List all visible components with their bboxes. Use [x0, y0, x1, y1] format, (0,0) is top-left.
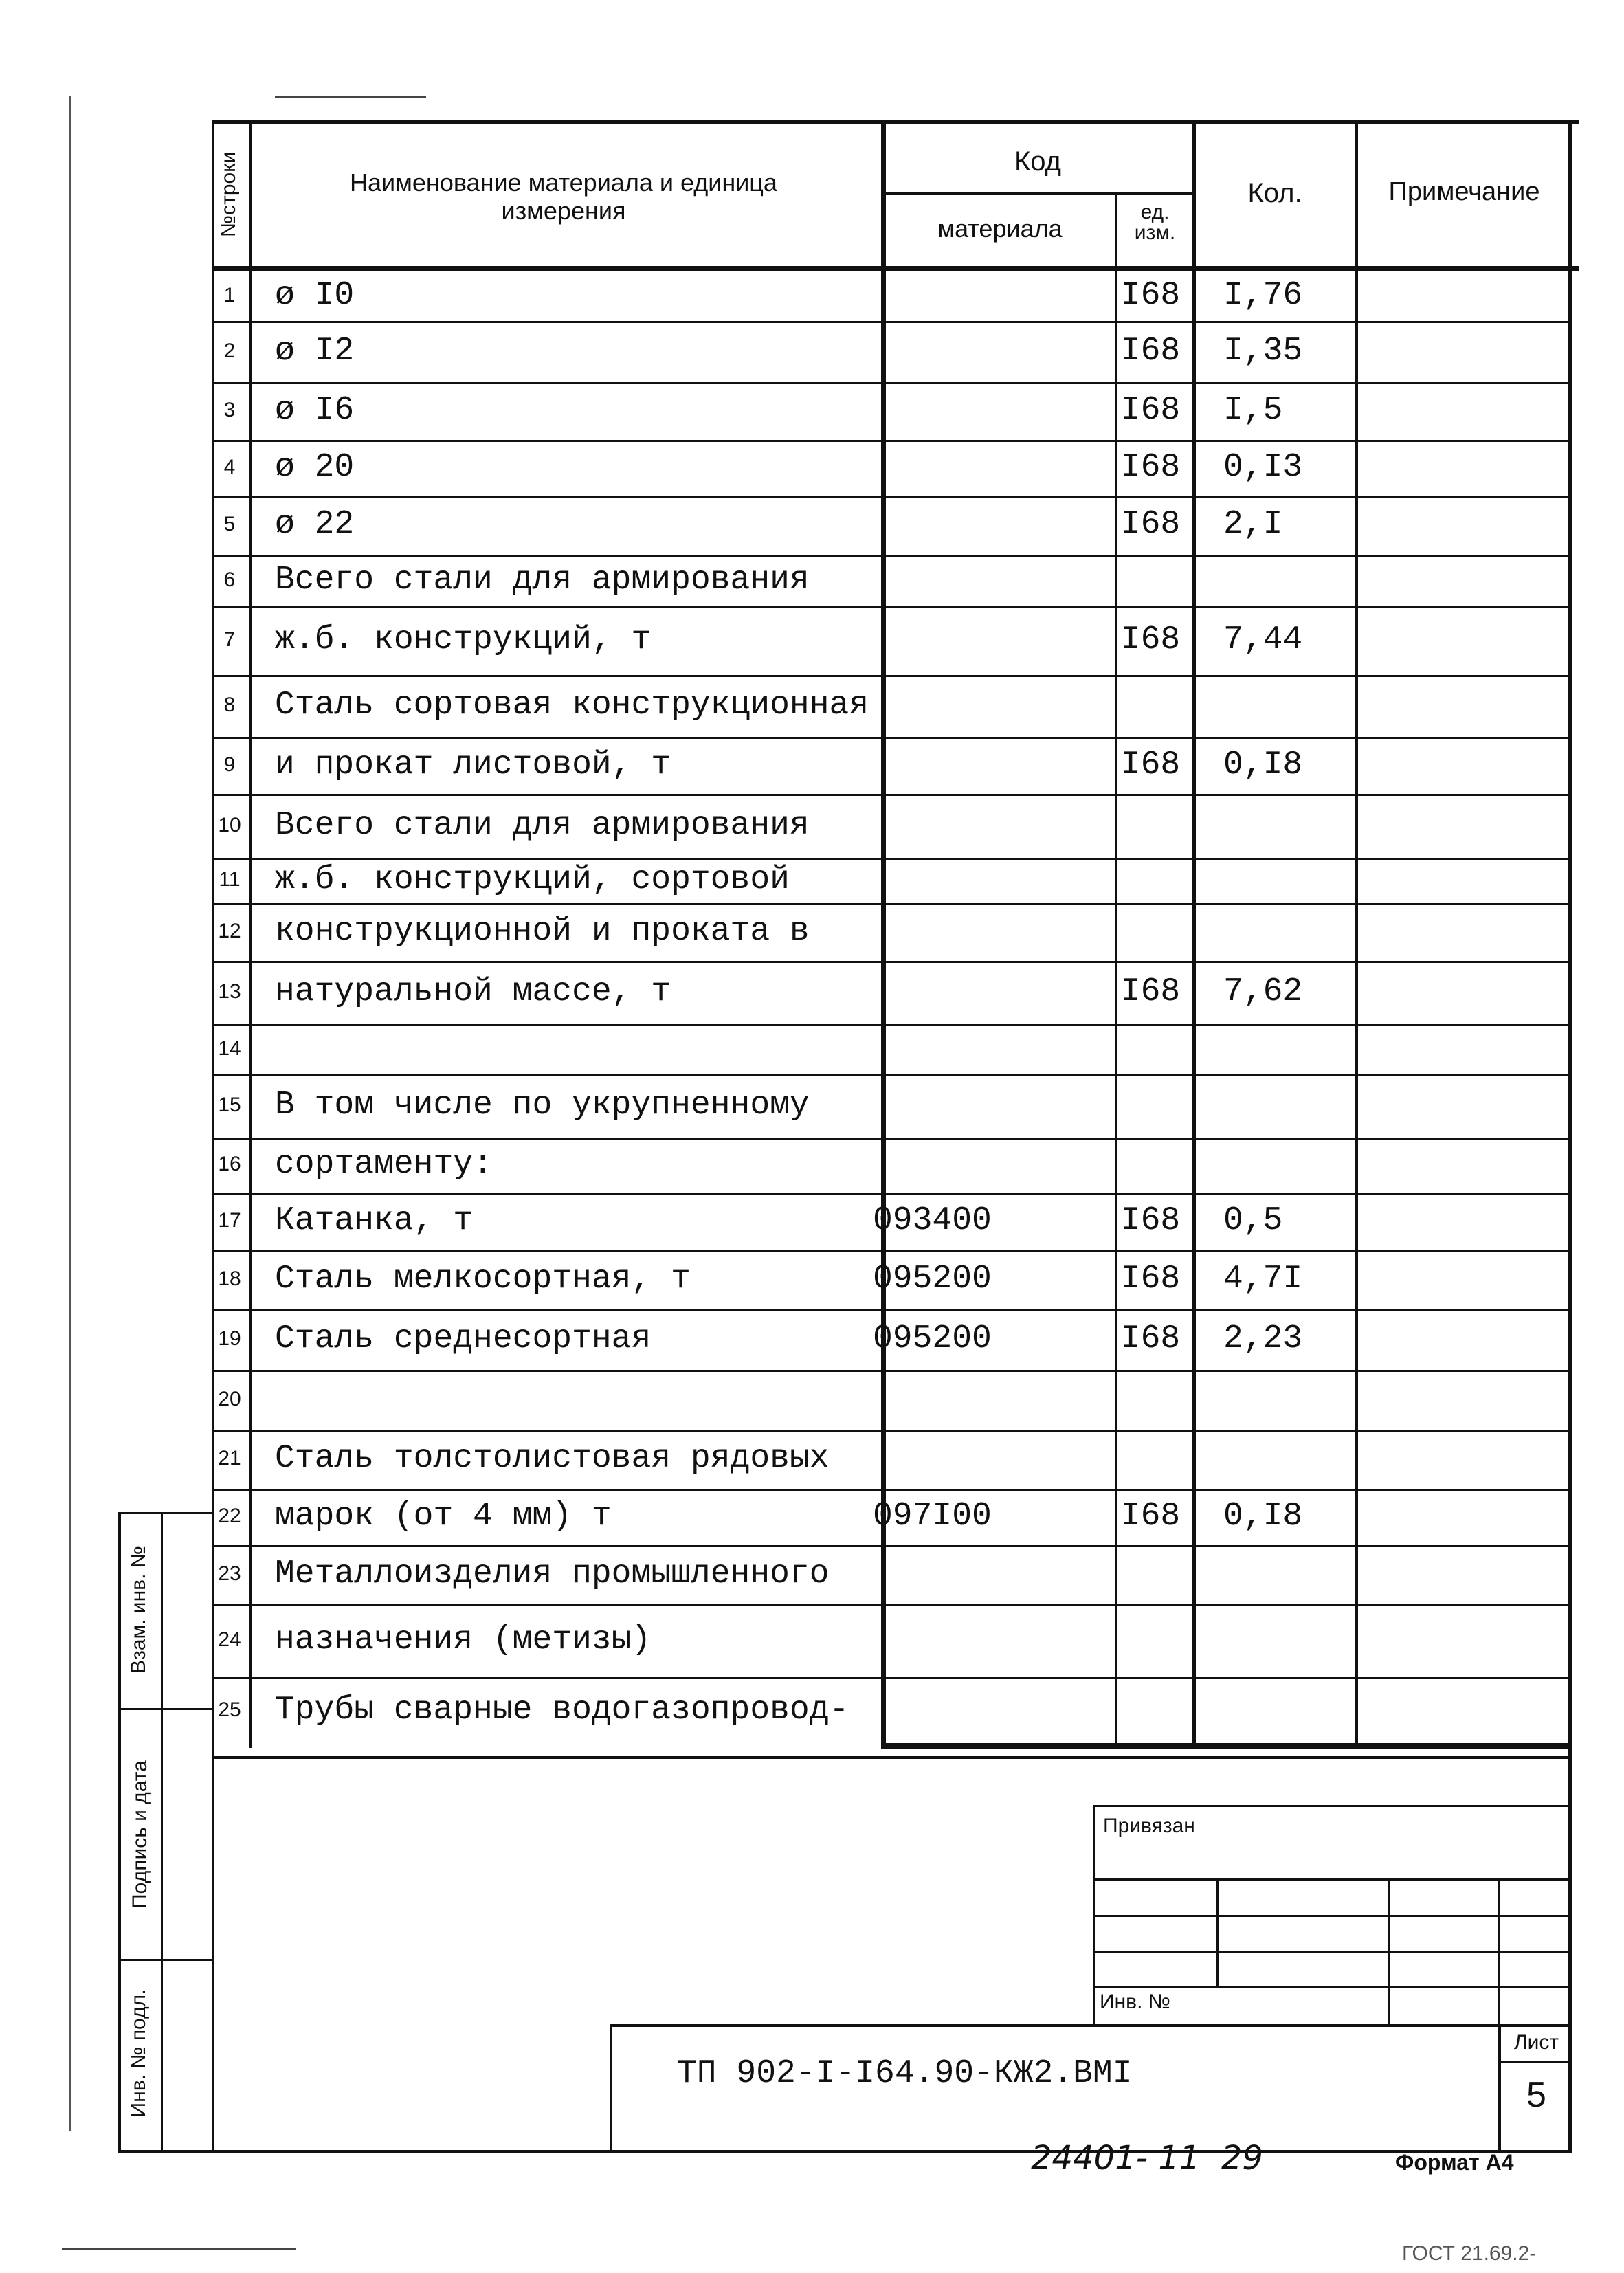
qty-col-line [1192, 120, 1196, 1748]
row-unit-code: I68 [1120, 621, 1181, 658]
row-divider [212, 1138, 1572, 1140]
row-material-name: ø I2 [275, 332, 355, 370]
row-unit-code: I68 [1120, 1320, 1181, 1357]
row-divider [212, 1430, 1572, 1432]
row-divider [212, 1489, 1572, 1491]
header-code-material: материала [937, 214, 1063, 243]
row-divider [212, 496, 1572, 498]
row-quantity: 7,44 [1223, 621, 1303, 658]
gost-label: ГОСТ 21.69.2- [1402, 2242, 1537, 2265]
row-divider [212, 1677, 1572, 1679]
side-inv-replace: Взам. инв. № [127, 1546, 150, 1674]
row-material-name: Трубы сварные водогазопровод- [275, 1692, 849, 1729]
row-material-name: Металлоизделия промышленного [275, 1555, 830, 1593]
row-divider [212, 903, 1572, 905]
row-number: 14 [218, 1036, 241, 1060]
row-unit-code: I68 [1120, 1201, 1181, 1239]
row-material-name: ø I6 [275, 392, 355, 429]
row-divider [212, 675, 1572, 677]
side-signature-date: Подпись и дата [129, 1760, 151, 1909]
title-block-top [212, 1756, 1572, 1759]
row-quantity: 2,23 [1223, 1320, 1303, 1357]
bound-row-3 [1093, 1951, 1572, 1953]
code-sub-divider [883, 192, 1192, 195]
row-quantity: 4,7I [1223, 1260, 1303, 1298]
row-divider [212, 440, 1572, 442]
row-unit-code: I68 [1120, 277, 1181, 314]
row-material-code: 095200 [873, 1320, 992, 1357]
row-divider [212, 1604, 1572, 1606]
scan-mark [275, 96, 426, 98]
row-material-code: 097I00 [873, 1498, 992, 1535]
row-divider [212, 1024, 1572, 1026]
row-quantity: I,5 [1223, 392, 1283, 429]
row-material-name: ø 22 [275, 506, 355, 543]
row-unit-code: I68 [1120, 973, 1181, 1010]
row-divider [212, 321, 1572, 323]
sheet-sep-line [1498, 2061, 1572, 2063]
bound-col-1 [1216, 1878, 1219, 1988]
header-code: Код [1014, 146, 1061, 177]
bound-label: Привязан [1103, 1815, 1195, 1837]
row-number: 11 [219, 868, 241, 891]
bound-row-1 [1093, 1878, 1572, 1881]
row-number: 22 [218, 1505, 241, 1527]
row-quantity: I,76 [1223, 277, 1303, 314]
row-number: 23 [218, 1562, 241, 1585]
frame-bottom-line [118, 2150, 1572, 2153]
scan-mark [62, 2248, 296, 2250]
side-mid-line [161, 1512, 163, 2151]
sheet-label: Лист [1513, 2031, 1559, 2054]
table-left-border [212, 120, 214, 2151]
sheet-col-line [1498, 2024, 1501, 2151]
header-qty: Кол. [1247, 178, 1302, 208]
handwritten-number: 24401- 11 29 [1031, 2139, 1263, 2177]
side-outer-line [118, 1512, 121, 2151]
row-number: 21 [218, 1447, 241, 1470]
row-material-name: Катанка, т [275, 1201, 474, 1239]
row-unit-code: I68 [1120, 746, 1181, 784]
table-right-border [1568, 120, 1572, 2151]
rownum-col-line [249, 120, 252, 1748]
doc-box-top [610, 2024, 1572, 2027]
row-number: 1 [223, 284, 236, 307]
row-material-name: ж.б. конструкций, сортовой [275, 861, 790, 898]
row-unit-code: I68 [1120, 1498, 1181, 1535]
row-quantity: 0,5 [1223, 1201, 1283, 1239]
row-material-name: конструкционной и проката в [275, 913, 810, 950]
document-code: ТП 902-I-I64.90-КЖ2.ВМI [677, 2055, 1133, 2092]
row-number: 3 [223, 399, 236, 421]
row-number: 19 [218, 1327, 241, 1350]
row-number: 6 [223, 568, 236, 591]
bound-col-2 [1388, 1878, 1390, 2026]
row-material-code: 095200 [873, 1260, 992, 1298]
row-quantity: I,35 [1223, 332, 1303, 370]
bound-top [1093, 1805, 1572, 1807]
row-number: 12 [218, 920, 241, 942]
note-col-line [1355, 120, 1358, 1748]
row-divider [212, 1074, 1572, 1076]
row-divider [212, 858, 1572, 860]
row-number: 17 [218, 1208, 241, 1232]
format-label: Формат А4 [1395, 2150, 1514, 2175]
row-material-name: натуральной массе, т [275, 973, 671, 1010]
row-material-name: Всего стали для армирования [275, 561, 810, 599]
row-number: 9 [223, 753, 236, 776]
row-material-name: сортаменту: [275, 1146, 493, 1183]
row-divider [212, 1309, 1572, 1311]
row-divider [212, 794, 1572, 796]
row-number: 24 [218, 1628, 241, 1651]
row-number: 2 [223, 339, 236, 362]
row-unit-code: I68 [1120, 1260, 1181, 1298]
row-quantity: 2,I [1223, 506, 1283, 543]
row-divider [212, 1250, 1572, 1252]
row-material-name: Сталь сортовая конструкционная [275, 687, 869, 724]
header-code-unit: ед. изм. [1134, 201, 1176, 244]
row-quantity: 7,62 [1223, 973, 1303, 1010]
bound-row-4 [1093, 1986, 1572, 1988]
doc-box-left [610, 2024, 612, 2151]
header-bottom-border [212, 266, 1579, 271]
row-divider [212, 606, 1572, 608]
table-top-border [212, 120, 1579, 124]
inv-no-label: Инв. № [1100, 1991, 1170, 2013]
row-number: 13 [218, 980, 241, 1003]
row-material-name: марок (от 4 мм) т [275, 1498, 612, 1535]
row-unit-code: I68 [1120, 332, 1181, 370]
row-number: 25 [218, 1698, 241, 1721]
row-number: 8 [223, 694, 236, 716]
row-number: 20 [218, 1387, 241, 1410]
row-material-name: и прокат листовой, т [275, 746, 671, 784]
row-divider [212, 1545, 1572, 1547]
header-row-no: №строки [217, 151, 240, 238]
bound-row-2 [1093, 1915, 1572, 1917]
row-material-name: Сталь среднесортная [275, 1320, 652, 1357]
row-number: 4 [223, 455, 236, 478]
side-inv-original: Инв. № подл. [127, 1988, 150, 2118]
row-divider [212, 382, 1572, 384]
row-number: 18 [218, 1267, 241, 1290]
row-material-name: назначения (метизы) [275, 1621, 652, 1659]
row-divider [212, 737, 1572, 739]
row-unit-code: I68 [1120, 448, 1181, 486]
row-unit-code: I68 [1120, 506, 1181, 543]
row-material-name: Сталь мелкосортная, т [275, 1260, 691, 1298]
bound-col-3 [1498, 1878, 1500, 2026]
header-note: Примечание [1388, 177, 1540, 206]
row-number: 7 [223, 628, 236, 651]
row-material-name: Сталь толстолистовая рядовых [275, 1440, 830, 1477]
row-divider [212, 1193, 1572, 1195]
row-material-name: Всего стали для армирования [275, 806, 810, 844]
sheet-number: 5 [1526, 2075, 1546, 2115]
row-quantity: 0,I8 [1223, 1498, 1303, 1535]
row-unit-code: I68 [1120, 392, 1181, 429]
table-body-bottom [881, 1743, 1572, 1749]
header-name: Наименование материала и единица измерения [350, 168, 777, 225]
row-number: 15 [218, 1094, 241, 1116]
row-quantity: 0,I8 [1223, 746, 1303, 784]
row-quantity: 0,I3 [1223, 448, 1303, 486]
row-number: 10 [218, 813, 241, 836]
row-material-name: В том числе по укрупненному [275, 1087, 810, 1124]
row-number: 16 [218, 1153, 241, 1175]
row-divider [212, 1370, 1572, 1372]
row-material-code: 093400 [873, 1201, 992, 1239]
side-sep-1 [118, 1708, 214, 1710]
row-material-name: ø 20 [275, 448, 355, 486]
row-material-name: ø I0 [275, 277, 355, 314]
scan-edge-line [69, 96, 71, 2131]
row-material-name: ж.б. конструкций, т [275, 621, 652, 658]
row-divider [212, 961, 1572, 963]
row-number: 5 [223, 513, 236, 535]
row-divider [212, 555, 1572, 557]
